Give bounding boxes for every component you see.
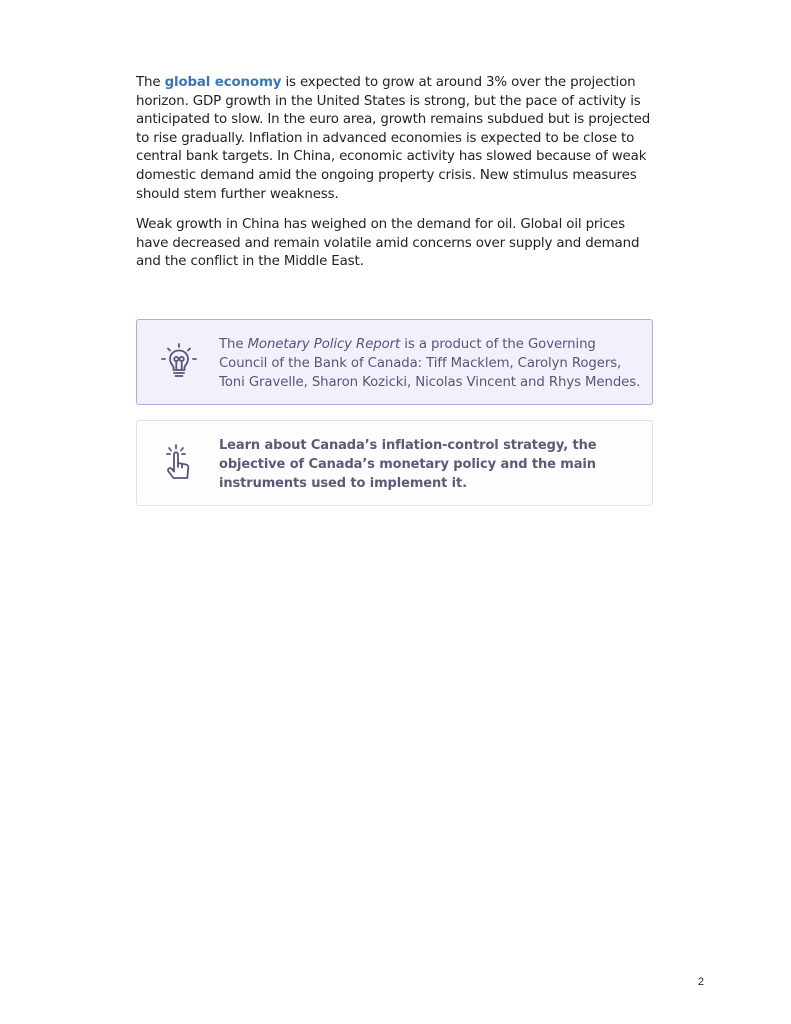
- body-text: [136, 74, 656, 284]
- inflation-strategy-link-text[interactable]: Learn about Canada’s inflation-control strategy, the objective of Canada’s monetary policy and the main instruments used to implement it.: [219, 438, 597, 491]
- pointer-click-icon: [159, 443, 199, 483]
- page-number: 2: [697, 976, 704, 988]
- report-title: Monetary Policy Report: [247, 337, 401, 352]
- inflation-strategy-callout[interactable]: [136, 420, 653, 506]
- callout-prefix: The: [219, 337, 248, 352]
- paragraph-suffix: is expected to grow at around 3% over the projection horizon. GDP growth in the United States is strong, but the pace of activity is anticipated to slow. In the euro area, growth remains subdued but is projected to rise gradually. Inflation in advanced economies is expected to be close to central bank targets. In China, economic activity has slowed because of weak domestic demand amid the ongoing property crisis. New stimulus measures should stem further weakness.: [136, 75, 651, 202]
- governing-council-callout: [136, 319, 653, 405]
- paragraph-global-economy: [136, 74, 656, 204]
- paragraph-prefix: The: [136, 75, 165, 90]
- paragraph-oil: Weak growth in China has weighed on the demand for oil. Global oil prices have decreased and remain volatile amid concerns over supply and demand and the conflict in the Middle East.: [136, 217, 640, 270]
- global-economy-link[interactable]: global economy: [164, 75, 282, 90]
- governing-council-text: [219, 335, 644, 392]
- lightbulb-icon: [159, 342, 199, 382]
- callout-suffix: is a product of the Governing Council of the Bank of Canada: Tiff Macklem, Carolyn Rogers, Toni Gravelle, Sharon Kozicki, Nicolas Vincent and Rhys Mendes.: [219, 337, 641, 390]
